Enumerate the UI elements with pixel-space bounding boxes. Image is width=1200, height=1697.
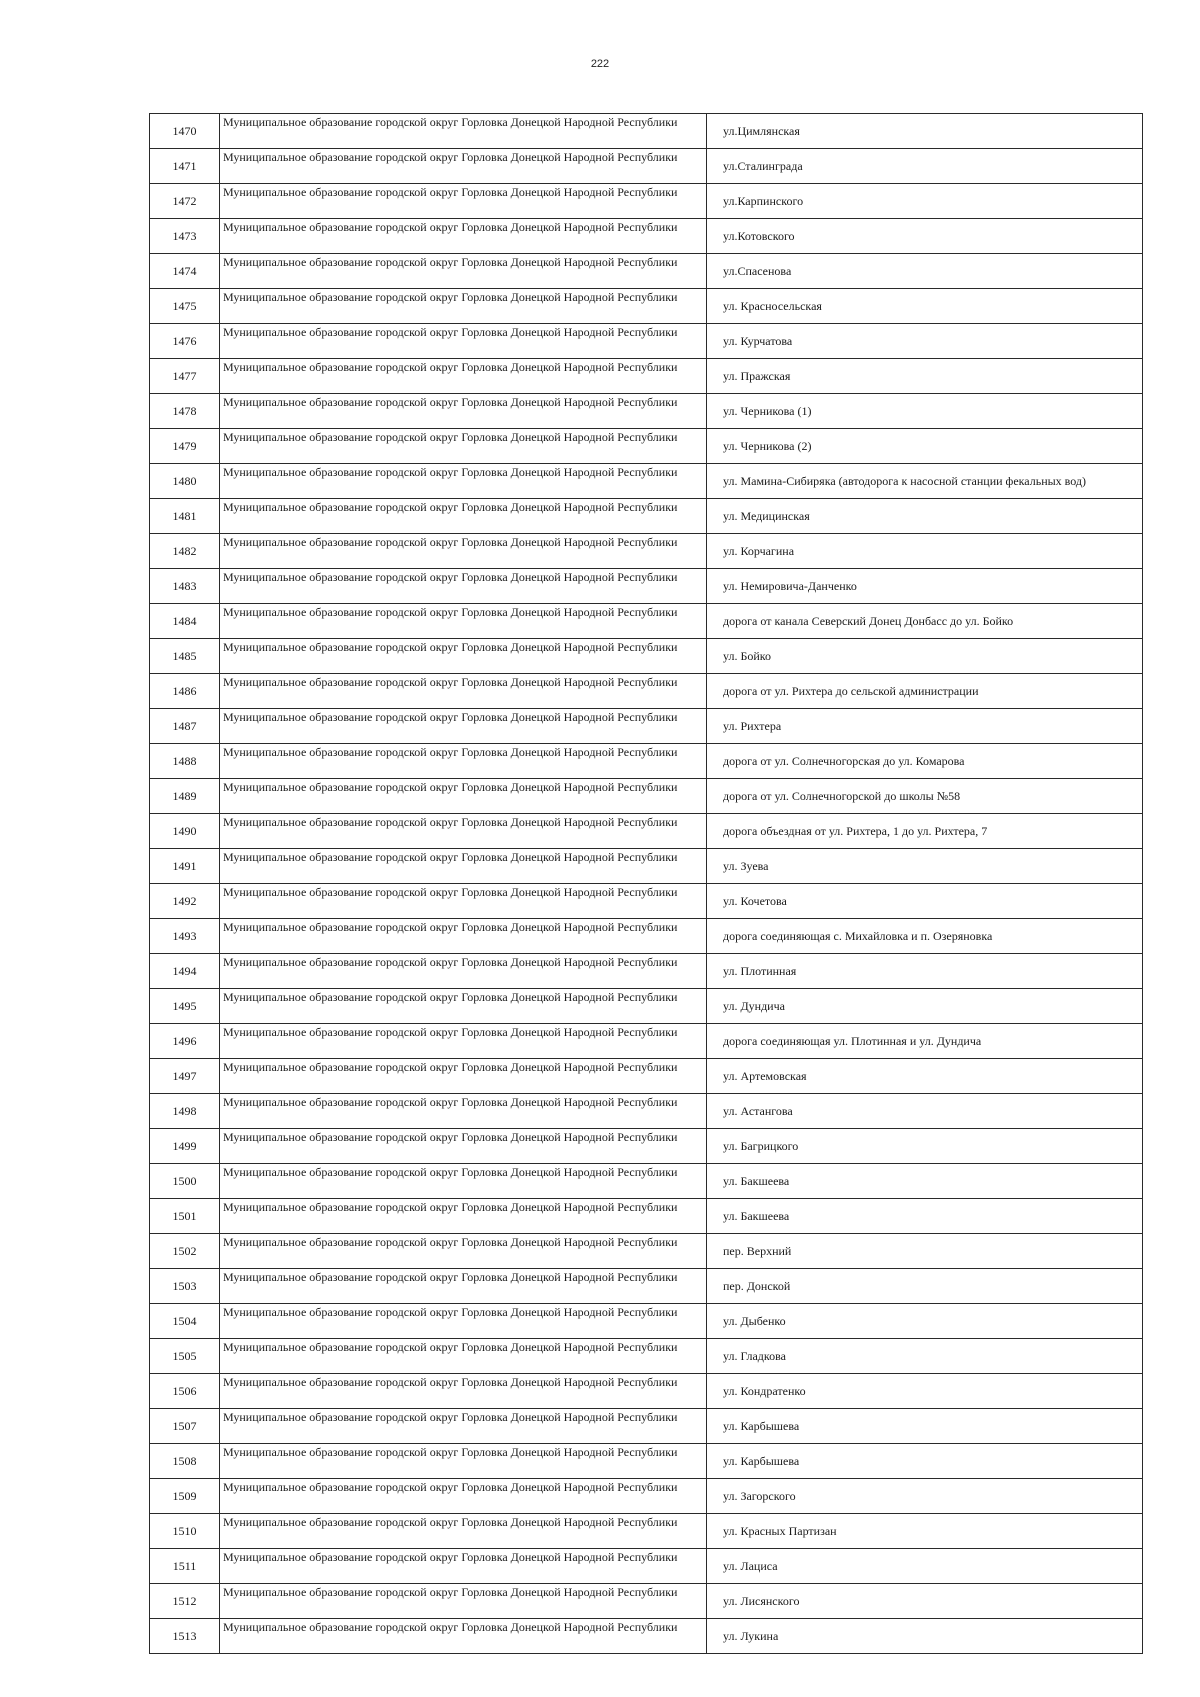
owner-cell: Муниципальное образование городской округ Горловка Донецкой Народной Республики bbox=[220, 149, 707, 184]
table-row bbox=[150, 884, 1143, 919]
road-name-cell: ул. Кондратенко bbox=[707, 1374, 1143, 1409]
table-row bbox=[150, 1304, 1143, 1339]
table-row bbox=[150, 1059, 1143, 1094]
table-row bbox=[150, 394, 1143, 429]
road-name-cell: ул. Багрицкого bbox=[707, 1129, 1143, 1164]
row-number: 1478 bbox=[150, 394, 220, 429]
row-number: 1491 bbox=[150, 849, 220, 884]
owner-cell: Муниципальное образование городской округ Горловка Донецкой Народной Республики bbox=[220, 184, 707, 219]
row-number: 1500 bbox=[150, 1164, 220, 1199]
table-row bbox=[150, 954, 1143, 989]
road-name-cell: ул. Астангова bbox=[707, 1094, 1143, 1129]
road-name-cell: ул. Кочетова bbox=[707, 884, 1143, 919]
table-row bbox=[150, 114, 1143, 149]
road-name-cell: ул. Красных Партизан bbox=[707, 1514, 1143, 1549]
row-number: 1512 bbox=[150, 1584, 220, 1619]
row-number: 1504 bbox=[150, 1304, 220, 1339]
row-number: 1495 bbox=[150, 989, 220, 1024]
table-row bbox=[150, 429, 1143, 464]
owner-cell: Муниципальное образование городской округ Горловка Донецкой Народной Республики bbox=[220, 919, 707, 954]
road-name-cell: дорога от ул. Солнечногорской до школы №58 bbox=[707, 779, 1143, 814]
table-row bbox=[150, 254, 1143, 289]
road-name-cell: ул. Черникова (2) bbox=[707, 429, 1143, 464]
road-name-cell: ул. Корчагина bbox=[707, 534, 1143, 569]
road-name-cell: дорога соединяющая ул. Плотинная и ул. Дундича bbox=[707, 1024, 1143, 1059]
owner-cell: Муниципальное образование городской округ Горловка Донецкой Народной Республики bbox=[220, 1304, 707, 1339]
row-number: 1480 bbox=[150, 464, 220, 499]
registry-body bbox=[150, 114, 1143, 1654]
table-row bbox=[150, 989, 1143, 1024]
table-row bbox=[150, 569, 1143, 604]
row-number: 1483 bbox=[150, 569, 220, 604]
row-number: 1479 bbox=[150, 429, 220, 464]
row-number: 1494 bbox=[150, 954, 220, 989]
road-name-cell: ул. Карбышева bbox=[707, 1444, 1143, 1479]
road-name-cell: ул.Цимлянская bbox=[707, 114, 1143, 149]
row-number: 1505 bbox=[150, 1339, 220, 1374]
table-row bbox=[150, 604, 1143, 639]
table-row bbox=[150, 1234, 1143, 1269]
row-number: 1498 bbox=[150, 1094, 220, 1129]
owner-cell: Муниципальное образование городской округ Горловка Донецкой Народной Республики bbox=[220, 779, 707, 814]
road-name-cell: ул. Артемовская bbox=[707, 1059, 1143, 1094]
row-number: 1503 bbox=[150, 1269, 220, 1304]
row-number: 1489 bbox=[150, 779, 220, 814]
table-row bbox=[150, 814, 1143, 849]
table-row bbox=[150, 184, 1143, 219]
table-row bbox=[150, 919, 1143, 954]
owner-cell: Муниципальное образование городской округ Горловка Донецкой Народной Республики bbox=[220, 1409, 707, 1444]
table-row bbox=[150, 289, 1143, 324]
owner-cell: Муниципальное образование городской округ Горловка Донецкой Народной Республики bbox=[220, 884, 707, 919]
road-name-cell: пер. Донской bbox=[707, 1269, 1143, 1304]
road-name-cell: ул. Зуева bbox=[707, 849, 1143, 884]
owner-cell: Муниципальное образование городской округ Горловка Донецкой Народной Республики bbox=[220, 429, 707, 464]
row-number: 1509 bbox=[150, 1479, 220, 1514]
road-registry-table bbox=[149, 113, 1143, 1654]
row-number: 1513 bbox=[150, 1619, 220, 1654]
owner-cell: Муниципальное образование городской округ Горловка Донецкой Народной Республики bbox=[220, 1514, 707, 1549]
row-number: 1477 bbox=[150, 359, 220, 394]
road-name-cell: ул. Черникова (1) bbox=[707, 394, 1143, 429]
owner-cell: Муниципальное образование городской округ Горловка Донецкой Народной Республики bbox=[220, 1479, 707, 1514]
table-row bbox=[150, 1094, 1143, 1129]
table-row bbox=[150, 1164, 1143, 1199]
owner-cell: Муниципальное образование городской округ Горловка Донецкой Народной Республики bbox=[220, 1059, 707, 1094]
owner-cell: Муниципальное образование городской округ Горловка Донецкой Народной Республики bbox=[220, 1094, 707, 1129]
table-row bbox=[150, 149, 1143, 184]
owner-cell: Муниципальное образование городской округ Горловка Донецкой Народной Республики bbox=[220, 954, 707, 989]
owner-cell: Муниципальное образование городской округ Горловка Донецкой Народной Республики bbox=[220, 1339, 707, 1374]
owner-cell: Муниципальное образование городской округ Горловка Донецкой Народной Республики bbox=[220, 1374, 707, 1409]
row-number: 1511 bbox=[150, 1549, 220, 1584]
table-row bbox=[150, 324, 1143, 359]
table-row bbox=[150, 1514, 1143, 1549]
row-number: 1497 bbox=[150, 1059, 220, 1094]
owner-cell: Муниципальное образование городской округ Горловка Донецкой Народной Республики bbox=[220, 324, 707, 359]
road-name-cell: ул.Карпинского bbox=[707, 184, 1143, 219]
road-name-cell: пер. Верхний bbox=[707, 1234, 1143, 1269]
owner-cell: Муниципальное образование городской округ Горловка Донецкой Народной Республики bbox=[220, 709, 707, 744]
owner-cell: Муниципальное образование городской округ Горловка Донецкой Народной Республики bbox=[220, 289, 707, 324]
row-number: 1490 bbox=[150, 814, 220, 849]
table-row bbox=[150, 1584, 1143, 1619]
row-number: 1482 bbox=[150, 534, 220, 569]
road-name-cell: ул.Спасенова bbox=[707, 254, 1143, 289]
table-row bbox=[150, 1129, 1143, 1164]
owner-cell: Муниципальное образование городской округ Горловка Донецкой Народной Республики bbox=[220, 359, 707, 394]
road-name-cell: ул. Карбышева bbox=[707, 1409, 1143, 1444]
table-row bbox=[150, 744, 1143, 779]
owner-cell: Муниципальное образование городской округ Горловка Донецкой Народной Республики bbox=[220, 744, 707, 779]
table-row bbox=[150, 849, 1143, 884]
table-row bbox=[150, 1549, 1143, 1584]
owner-cell: Муниципальное образование городской округ Горловка Донецкой Народной Республики bbox=[220, 114, 707, 149]
owner-cell: Муниципальное образование городской округ Горловка Донецкой Народной Республики bbox=[220, 1164, 707, 1199]
table-row bbox=[150, 709, 1143, 744]
row-number: 1507 bbox=[150, 1409, 220, 1444]
road-name-cell: ул. Бакшеева bbox=[707, 1164, 1143, 1199]
owner-cell: Муниципальное образование городской округ Горловка Донецкой Народной Республики bbox=[220, 499, 707, 534]
row-number: 1508 bbox=[150, 1444, 220, 1479]
owner-cell: Муниципальное образование городской округ Горловка Донецкой Народной Республики bbox=[220, 1584, 707, 1619]
row-number: 1486 bbox=[150, 674, 220, 709]
table-row bbox=[150, 499, 1143, 534]
road-name-cell: ул. Плотинная bbox=[707, 954, 1143, 989]
road-name-cell: ул. Дыбенко bbox=[707, 1304, 1143, 1339]
row-number: 1471 bbox=[150, 149, 220, 184]
road-name-cell: ул. Рихтера bbox=[707, 709, 1143, 744]
row-number: 1470 bbox=[150, 114, 220, 149]
row-number: 1510 bbox=[150, 1514, 220, 1549]
row-number: 1485 bbox=[150, 639, 220, 674]
row-number: 1501 bbox=[150, 1199, 220, 1234]
owner-cell: Муниципальное образование городской округ Горловка Донецкой Народной Республики bbox=[220, 639, 707, 674]
road-name-cell: ул. Гладкова bbox=[707, 1339, 1143, 1374]
table-row bbox=[150, 1374, 1143, 1409]
owner-cell: Муниципальное образование городской округ Горловка Донецкой Народной Республики bbox=[220, 464, 707, 499]
row-number: 1492 bbox=[150, 884, 220, 919]
table-row bbox=[150, 779, 1143, 814]
owner-cell: Муниципальное образование городской округ Горловка Донецкой Народной Республики bbox=[220, 989, 707, 1024]
road-name-cell: дорога от ул. Солнечногорская до ул. Комарова bbox=[707, 744, 1143, 779]
owner-cell: Муниципальное образование городской округ Горловка Донецкой Народной Республики bbox=[220, 219, 707, 254]
row-number: 1476 bbox=[150, 324, 220, 359]
table-row bbox=[150, 1619, 1143, 1654]
road-name-cell: ул. Бойко bbox=[707, 639, 1143, 674]
row-number: 1502 bbox=[150, 1234, 220, 1269]
owner-cell: Муниципальное образование городской округ Горловка Донецкой Народной Республики bbox=[220, 1269, 707, 1304]
row-number: 1488 bbox=[150, 744, 220, 779]
table-row bbox=[150, 464, 1143, 499]
row-number: 1484 bbox=[150, 604, 220, 639]
road-name-cell: ул. Красносельская bbox=[707, 289, 1143, 324]
owner-cell: Муниципальное образование городской округ Горловка Донецкой Народной Республики bbox=[220, 674, 707, 709]
road-name-cell: ул. Бакшеева bbox=[707, 1199, 1143, 1234]
table-row bbox=[150, 1269, 1143, 1304]
table-row bbox=[150, 1199, 1143, 1234]
owner-cell: Муниципальное образование городской округ Горловка Донецкой Народной Республики bbox=[220, 814, 707, 849]
table-row bbox=[150, 1444, 1143, 1479]
owner-cell: Муниципальное образование городской округ Горловка Донецкой Народной Республики bbox=[220, 534, 707, 569]
row-number: 1496 bbox=[150, 1024, 220, 1059]
owner-cell: Муниципальное образование городской округ Горловка Донецкой Народной Республики bbox=[220, 849, 707, 884]
table-row bbox=[150, 359, 1143, 394]
row-number: 1472 bbox=[150, 184, 220, 219]
row-number: 1487 bbox=[150, 709, 220, 744]
road-name-cell: дорога от канала Северский Донец Донбасс до ул. Бойко bbox=[707, 604, 1143, 639]
table-row bbox=[150, 1339, 1143, 1374]
row-number: 1474 bbox=[150, 254, 220, 289]
owner-cell: Муниципальное образование городской округ Горловка Донецкой Народной Республики bbox=[220, 1619, 707, 1654]
owner-cell: Муниципальное образование городской округ Горловка Донецкой Народной Республики bbox=[220, 1199, 707, 1234]
road-name-cell: ул. Лациса bbox=[707, 1549, 1143, 1584]
road-name-cell: ул. Медицинская bbox=[707, 499, 1143, 534]
road-name-cell: дорога соединяющая с. Михайловка и п. Озеряновка bbox=[707, 919, 1143, 954]
table-row bbox=[150, 1479, 1143, 1514]
road-name-cell: ул. Лисянского bbox=[707, 1584, 1143, 1619]
road-name-cell: ул. Загорского bbox=[707, 1479, 1143, 1514]
road-name-cell: ул.Сталинграда bbox=[707, 149, 1143, 184]
owner-cell: Муниципальное образование городской округ Горловка Донецкой Народной Республики bbox=[220, 1129, 707, 1164]
road-name-cell: ул. Дундича bbox=[707, 989, 1143, 1024]
owner-cell: Муниципальное образование городской округ Горловка Донецкой Народной Республики bbox=[220, 1549, 707, 1584]
page-number: 222 bbox=[590, 58, 610, 70]
table-row bbox=[150, 674, 1143, 709]
table-row bbox=[150, 534, 1143, 569]
road-name-cell: ул. Пражская bbox=[707, 359, 1143, 394]
row-number: 1473 bbox=[150, 219, 220, 254]
table-row bbox=[150, 1024, 1143, 1059]
road-name-cell: дорога объездная от ул. Рихтера, 1 до ул. Рихтера, 7 bbox=[707, 814, 1143, 849]
row-number: 1506 bbox=[150, 1374, 220, 1409]
road-name-cell: ул. Курчатова bbox=[707, 324, 1143, 359]
road-name-cell: ул. Лукина bbox=[707, 1619, 1143, 1654]
row-number: 1499 bbox=[150, 1129, 220, 1164]
road-name-cell: дорога от ул. Рихтера до сельской администрации bbox=[707, 674, 1143, 709]
owner-cell: Муниципальное образование городской округ Горловка Донецкой Народной Республики bbox=[220, 604, 707, 639]
row-number: 1481 bbox=[150, 499, 220, 534]
owner-cell: Муниципальное образование городской округ Горловка Донецкой Народной Республики bbox=[220, 569, 707, 604]
road-name-cell: ул.Котовского bbox=[707, 219, 1143, 254]
road-name-cell: ул. Немировича-Данченко bbox=[707, 569, 1143, 604]
owner-cell: Муниципальное образование городской округ Горловка Донецкой Народной Республики bbox=[220, 394, 707, 429]
owner-cell: Муниципальное образование городской округ Горловка Донецкой Народной Республики bbox=[220, 1444, 707, 1479]
owner-cell: Муниципальное образование городской округ Горловка Донецкой Народной Республики bbox=[220, 254, 707, 289]
owner-cell: Муниципальное образование городской округ Горловка Донецкой Народной Республики bbox=[220, 1024, 707, 1059]
row-number: 1475 bbox=[150, 289, 220, 324]
row-number: 1493 bbox=[150, 919, 220, 954]
owner-cell: Муниципальное образование городской округ Горловка Донецкой Народной Республики bbox=[220, 1234, 707, 1269]
table-row bbox=[150, 219, 1143, 254]
table-row bbox=[150, 639, 1143, 674]
table-row bbox=[150, 1409, 1143, 1444]
road-name-cell: ул. Мамина-Сибиряка (автодорога к насосной станции фекальных вод) bbox=[707, 464, 1143, 499]
